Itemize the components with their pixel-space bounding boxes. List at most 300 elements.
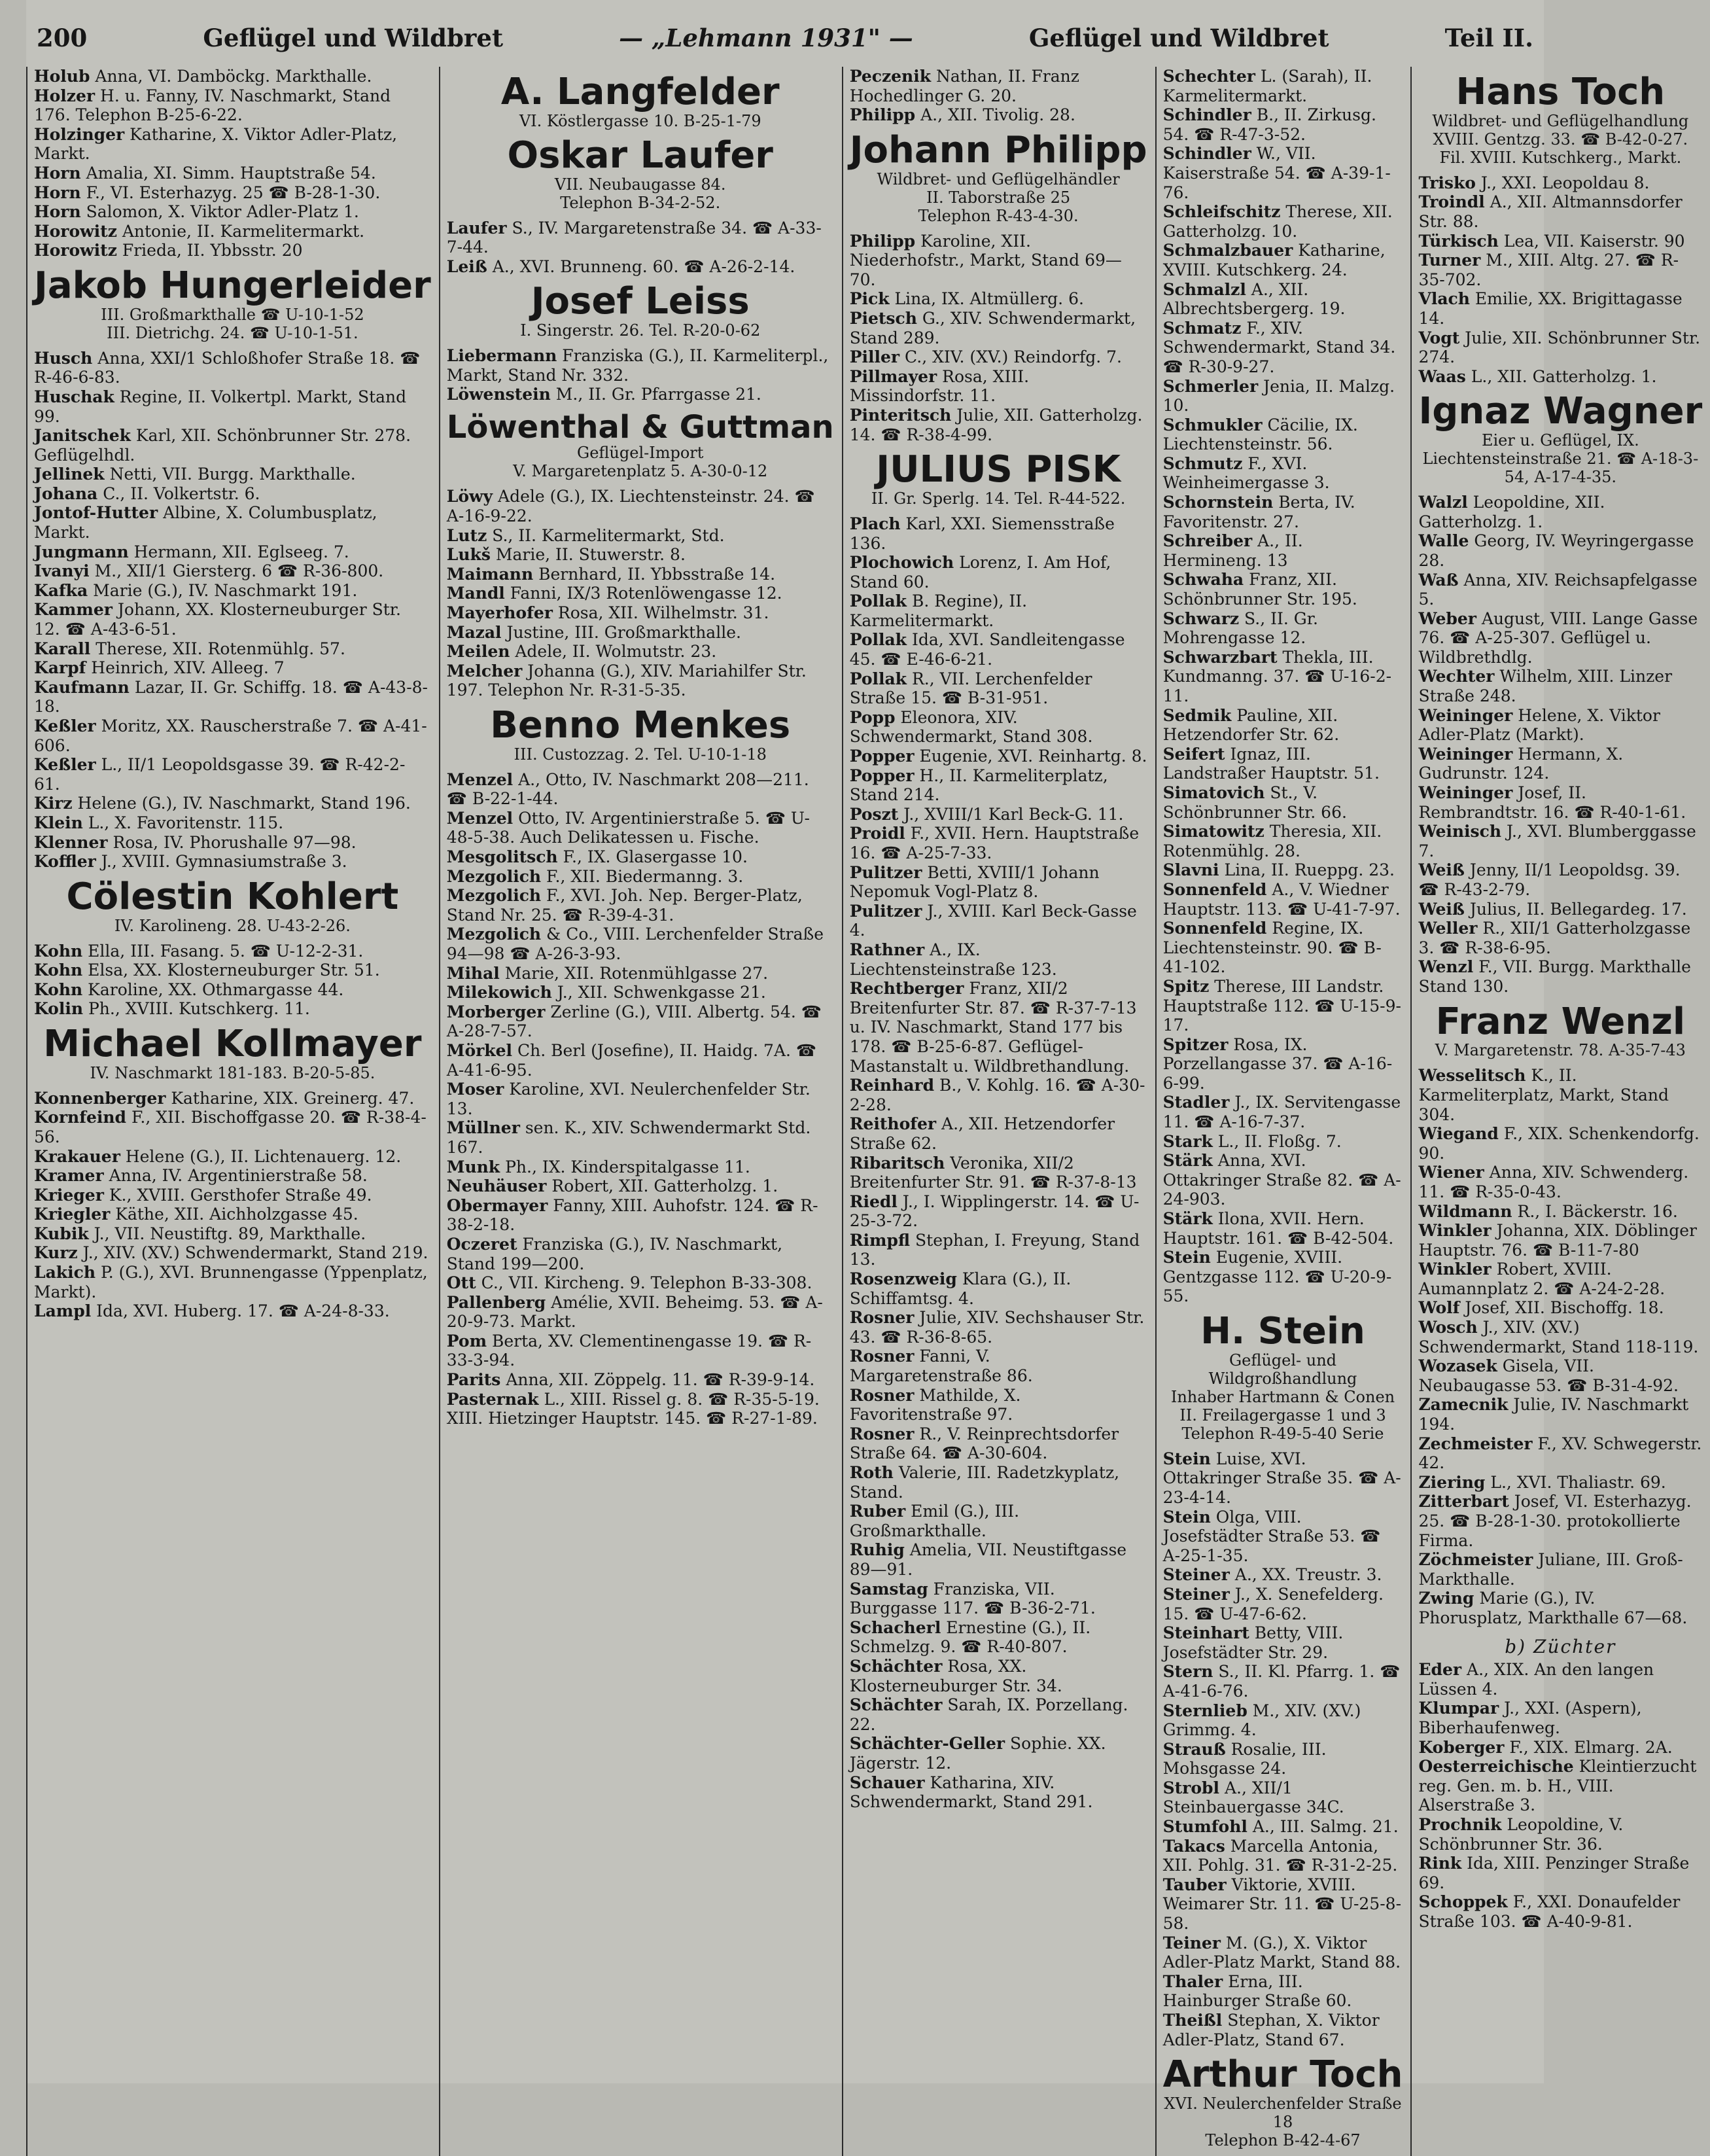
- advertisement: [34, 1022, 431, 1082]
- advertisement-name: Benno Menkes: [490, 703, 791, 747]
- entry-details: Helene (G.), II. Lichtenauerg. 12.: [120, 1146, 402, 1166]
- entry-details: Marie (G.), IV. Naschmarkt 191.: [88, 580, 358, 600]
- entry-name: Sternlieb: [1162, 1701, 1248, 1720]
- header-left-title: Geflügel und Wildbret: [203, 24, 504, 52]
- entry-name: Schmerler: [1162, 376, 1259, 396]
- entry-name: Piller: [849, 347, 900, 367]
- entry-details: Anna, IV. Argentinierstraße 58.: [103, 1166, 368, 1186]
- entry-name: Huschak: [34, 387, 114, 406]
- entry-details: Pauline, XII. Hetzendorfer Str. 62.: [1162, 705, 1340, 745]
- directory-entry: [34, 561, 431, 581]
- entry-name: Keßler: [34, 755, 96, 775]
- entry-name: Zechmeister: [1418, 1434, 1533, 1453]
- entry-name: Schwarz: [1162, 609, 1240, 628]
- directory-entry: [447, 346, 834, 385]
- entry-details: J., VII. Neustiftg. 89, Markthalle.: [88, 1224, 366, 1243]
- entry-details: L. (Sarah), II. Karmelitermarkt.: [1162, 67, 1372, 105]
- directory-entry: [1163, 570, 1403, 609]
- entry-details: L., X. Favoritenstr. 115.: [82, 813, 284, 832]
- directory-entry: [850, 1114, 1147, 1153]
- directory-entry: [850, 630, 1147, 669]
- entry-name: Konnenberger: [34, 1088, 166, 1108]
- entry-name: Holzer: [34, 86, 96, 105]
- advertisement: [1418, 390, 1703, 487]
- entry-details: Fanni, IX/3 Rotenlöwengasse 12.: [504, 584, 782, 603]
- advertisement: [1418, 73, 1702, 167]
- entry-name: Kohn: [34, 961, 83, 980]
- directory-entry: [1163, 144, 1403, 202]
- directory-entry: [447, 565, 834, 584]
- entry-details: Julie, XII. Gatterholzg. 14. ☎ R-38-4-99.: [849, 405, 1143, 444]
- directory-entry: [1163, 919, 1403, 977]
- directory-entry: [1418, 251, 1702, 289]
- advertisement-detail: Wildbret- und Geflügelhändler: [877, 169, 1120, 188]
- entry-name: Pick: [849, 289, 890, 309]
- directory-entry: [447, 1293, 834, 1332]
- directory-entry: [34, 961, 431, 980]
- entry-name: Pollak: [849, 630, 907, 650]
- directory-entry: [1418, 1815, 1702, 1854]
- entry-name: Horn: [34, 183, 81, 202]
- advertisement-name: JULIUS PISK: [876, 448, 1121, 491]
- entry-name: Krakauer: [34, 1146, 120, 1166]
- entry-details: F., XXI. Donaufelder Straße 103. ☎ A-40-9-81.: [1418, 1892, 1681, 1931]
- entry-details: Josef, VI. Esterhazyg. 25. ☎ B-28-1-30. protokollierte Firma.: [1418, 1492, 1692, 1550]
- entry-name: Zamecnik: [1418, 1395, 1509, 1415]
- directory-entry: [447, 1332, 834, 1370]
- entry-name: Schreiber: [1162, 531, 1253, 551]
- entry-details: Ida, XVI. Huberg. 17. ☎ A-24-8-33.: [91, 1301, 390, 1321]
- entry-name: Rosner: [849, 1308, 915, 1328]
- directory-entry: [1418, 1589, 1702, 1627]
- entry-name: Zitterbart: [1418, 1492, 1509, 1511]
- entry-details: Erna, III. Hainburger Straße 60.: [1162, 1971, 1352, 2011]
- entry-name: Stein: [1162, 1248, 1211, 1267]
- directory-entry: [850, 1192, 1147, 1231]
- column-1: [26, 67, 440, 2156]
- directory-entry: [1163, 1701, 1403, 1740]
- entry-name: Weller: [1418, 919, 1478, 938]
- directory-entry: [850, 1695, 1147, 1734]
- entry-details: Ignaz, III. Landstraßer Hauptstr. 51.: [1162, 744, 1380, 783]
- entry-details: Johanna, XIX. Döblinger Hauptstr. 76. ☎ B-11-7-80: [1418, 1221, 1697, 1260]
- directory-entry: [1163, 745, 1403, 783]
- entry-details: Katharine, XIX. Greinerg. 47.: [166, 1088, 415, 1108]
- entry-details: J., XVIII. Karl Beck-Gasse 4.: [849, 901, 1137, 940]
- entry-details: H., II. Karmeliterplatz, Stand 214.: [849, 766, 1108, 805]
- entry-details: R., I. Bäckerstr. 16.: [1512, 1201, 1678, 1221]
- entry-details: L., II. Floßg. 7.: [1212, 1131, 1342, 1151]
- entry-name: Mezgolich: [446, 925, 542, 944]
- directory-entry: [850, 289, 1147, 309]
- advertisement: [850, 448, 1147, 508]
- directory-entry: [447, 642, 834, 662]
- advertisement-detail: III. Custozzag. 2. Tel. U-10-1-18: [514, 745, 767, 764]
- directory-entry: [850, 1540, 1147, 1579]
- directory-entry: [34, 1263, 431, 1301]
- entry-name: Menzel: [446, 808, 514, 828]
- advertisement-detail: Telephon R-43-4-30.: [918, 206, 1079, 225]
- advertisement-detail: II. Taborstraße 25: [926, 188, 1071, 207]
- directory-entry: [34, 980, 431, 1000]
- directory-entry: [1163, 241, 1403, 279]
- entry-details: A., XII. Hetzendorfer Straße 62.: [849, 1114, 1115, 1153]
- entry-name: Sedmik: [1162, 705, 1232, 725]
- entry-details: Georg, IV. Weyringergasse 28.: [1418, 531, 1694, 570]
- advertisement-detail: Telephon B-42-4-67: [1205, 2131, 1361, 2149]
- directory-entry: [1163, 280, 1403, 319]
- advertisement-detail: Wildbret- und Geflügelhandlung: [1432, 111, 1689, 130]
- directory-entry: [1418, 173, 1702, 193]
- entry-name: Ott: [446, 1273, 476, 1293]
- directory-entry: [850, 1618, 1147, 1657]
- directory-entry: [1163, 319, 1403, 377]
- entry-details: Antonie, II. Karmelitermarkt.: [116, 221, 365, 241]
- entry-details: M. (G.), X. Viktor Adler-Platz Markt, Stand 88.: [1162, 1933, 1401, 1972]
- entry-name: Ruber: [849, 1502, 906, 1521]
- entry-name: Klein: [34, 813, 83, 832]
- entry-name: Pillmayer: [849, 366, 937, 386]
- entry-details: F., XIX. Schenkendorfg. 90.: [1418, 1124, 1700, 1163]
- entry-details: Justine, III. Großmarkthalle.: [501, 622, 741, 642]
- advertisement-detail: Telephon B-34-2-52.: [560, 193, 721, 212]
- advertisement-name: Hans Toch: [1456, 71, 1666, 113]
- directory-entry: [34, 813, 431, 833]
- advertisement-name: Cölestin Kohlert: [66, 875, 399, 918]
- entry-name: Schoppek: [1418, 1892, 1508, 1912]
- entry-name: Müllner: [446, 1118, 520, 1138]
- advertisement: [34, 264, 431, 342]
- directory-entry: [850, 105, 1147, 125]
- entry-name: Liebermann: [446, 346, 557, 366]
- entry-details: Amélie, XVII. Beheimg. 53. ☎ A-20-9-73. Markt.: [446, 1292, 823, 1332]
- entry-details: Gisela, VII. Neubaugasse 53. ☎ B-31-4-92.: [1418, 1356, 1679, 1395]
- directory-entry: [850, 1076, 1147, 1114]
- directory-entry: [850, 747, 1147, 766]
- entry-details: Stephan, I. Freyung, Stand 13.: [849, 1230, 1140, 1269]
- entry-details: F., IX. Glasergasse 10.: [557, 847, 748, 867]
- directory-entry: [1418, 1260, 1702, 1298]
- entry-details: Therese, XII. Rotenmühlg. 57.: [90, 639, 345, 658]
- directory-entry: [850, 1154, 1147, 1192]
- entry-details: Rosalie, III. Mohsgasse 24.: [1162, 1739, 1327, 1778]
- directory-entry: [1418, 1854, 1702, 1892]
- entry-name: Kriegler: [34, 1205, 111, 1224]
- directory-entry: [34, 1224, 431, 1244]
- directory-entry: [1418, 192, 1702, 231]
- entry-name: Kirz: [34, 794, 73, 813]
- directory-entry: [1418, 1757, 1702, 1815]
- advertisement-detail: Fil. XVIII. Kutschkerg., Markt.: [1439, 148, 1682, 167]
- header-right-title: Geflügel und Wildbret: [1028, 24, 1329, 52]
- directory-entry: [447, 1196, 834, 1235]
- entry-details: Rosa, XX. Klosterneuburger Str. 34.: [849, 1656, 1062, 1695]
- entry-name: Mihal: [446, 963, 500, 983]
- directory-entry: [34, 1166, 431, 1186]
- directory-entry: [447, 1273, 834, 1293]
- entry-name: Rosenzweig: [849, 1269, 957, 1289]
- entry-details: K., XVIII. Gersthofer Straße 49.: [103, 1185, 372, 1205]
- entry-name: Wechter: [1418, 667, 1495, 686]
- entry-details: Adele, II. Wolmutstr. 23.: [510, 642, 717, 662]
- directory-entry: [1163, 454, 1403, 493]
- advertisement-detail: XVI. Neulerchenfelder Straße 18: [1164, 2094, 1402, 2131]
- entry-name: Pallenberg: [446, 1292, 546, 1312]
- directory-entry: [850, 863, 1147, 902]
- entry-name: Seifert: [1162, 744, 1225, 764]
- directory-entry: [1163, 822, 1403, 860]
- entry-details: S., II. Karmelitermarkt, Std.: [487, 525, 725, 545]
- directory-page: [26, 0, 1703, 2149]
- entry-details: Valerie, III. Radetzkyplatz, Stand.: [849, 1463, 1120, 1502]
- entry-name: Rathner: [849, 940, 925, 959]
- entry-details: M., II. Gr. Pfarrgasse 21.: [550, 385, 761, 404]
- entry-name: Oesterreichische: [1418, 1757, 1574, 1776]
- entry-details: Ella, III. Fasang. 5. ☎ U-12-2-31.: [82, 941, 364, 961]
- entry-name: Schmalzl: [1162, 279, 1246, 299]
- directory-entry: [447, 1158, 834, 1177]
- entry-details: Karoline, XVI. Neulerchenfelder Str. 13.: [446, 1080, 811, 1118]
- directory-entry: [1418, 289, 1702, 328]
- entry-details: Jenia, II. Malzg. 10.: [1162, 376, 1395, 415]
- entry-name: Ribaritsch: [849, 1153, 945, 1173]
- entry-name: Wolf: [1418, 1298, 1460, 1318]
- advertisement-detail: IV. Karolineng. 28. U-43-2-26.: [114, 916, 351, 935]
- entry-name: Weininger: [1418, 705, 1513, 725]
- entry-details: F., XIX. Elmarg. 2A.: [1504, 1737, 1673, 1757]
- entry-name: Schächter: [849, 1695, 943, 1715]
- entry-details: Franziska (G.), II. Karmeliterpl., Markt, Stand Nr. 332.: [446, 346, 829, 385]
- directory-entry: [1418, 667, 1702, 705]
- directory-entry: [1163, 1132, 1403, 1152]
- entry-name: Kubik: [34, 1224, 89, 1243]
- entry-details: Robert, XII. Gatterholzg. 1.: [546, 1176, 778, 1196]
- directory-entry: [1163, 1817, 1403, 1837]
- directory-entry: [447, 257, 834, 277]
- advertisement: [447, 73, 834, 130]
- advertisement: [447, 133, 834, 212]
- entry-details: S., IV. Margaretenstraße 34. ☎ A-33-7-44.: [446, 218, 822, 257]
- entry-details: Rosa, IV. Phorushalle 97—98.: [107, 832, 357, 852]
- entry-details: Moritz, XX. Rauscherstraße 7. ☎ A-41-606.: [34, 716, 427, 755]
- entry-details: M., XIV. (XV.) Grimmg. 4.: [1162, 1701, 1361, 1740]
- entry-name: Schindler: [1162, 144, 1251, 164]
- entry-name: Wiener: [1418, 1163, 1484, 1182]
- entry-name: Kurz: [34, 1243, 78, 1263]
- directory-entry: [1163, 377, 1403, 415]
- directory-entry: [34, 387, 431, 426]
- entry-name: Lakich: [34, 1263, 96, 1282]
- entry-name: Stärk: [1162, 1151, 1213, 1171]
- entry-name: Lutz: [446, 525, 487, 545]
- entry-name: Takacs: [1162, 1836, 1225, 1856]
- entry-details: Ernestine (G.), II. Schmelzg. 9. ☎ R-40-807.: [849, 1617, 1091, 1657]
- entry-name: Horn: [34, 163, 81, 183]
- column-5: [1412, 67, 1710, 2156]
- entry-name: Menzel: [446, 769, 514, 789]
- entry-name: Roth: [849, 1463, 894, 1482]
- entry-details: Therese, XII. Gatterholzg. 10.: [1162, 202, 1393, 241]
- entry-details: Emil (G.), III. Großmarkthalle.: [849, 1502, 1020, 1540]
- entry-name: Trisko: [1418, 173, 1476, 192]
- entry-details: Franz, XII. Schönbrunner Str. 195.: [1162, 570, 1357, 609]
- directory-entry: [850, 940, 1147, 979]
- entry-name: Ziering: [1418, 1472, 1486, 1492]
- entry-name: Wildmann: [1418, 1201, 1512, 1221]
- entry-name: Stern: [1162, 1662, 1213, 1682]
- entry-name: Schwaha: [1162, 570, 1244, 590]
- entry-details: Anna, VI. Damböckg. Markthalle.: [90, 67, 372, 86]
- entry-details: Rosa, XIII. Missindorfstr. 11.: [849, 366, 1030, 406]
- directory-entry: [1163, 1449, 1403, 1508]
- directory-entry: [447, 809, 834, 847]
- entry-details: Cäcilie, IX. Liechtensteinstr. 56.: [1162, 415, 1358, 454]
- entry-name: Steiner: [1162, 1584, 1230, 1604]
- entry-details: Nathan, II. Franz Hochedlinger G. 20.: [849, 67, 1079, 105]
- directory-entry: [447, 1370, 834, 1390]
- directory-entry: [1418, 1356, 1702, 1395]
- entry-name: Zwing: [1418, 1589, 1474, 1608]
- entry-name: Laufer: [446, 218, 507, 238]
- entry-details: L., XII. Gatterholzg. 1.: [1465, 366, 1657, 386]
- entry-details: Olga, VIII. Josefstädter Straße 53. ☎ A-25-1-35.: [1162, 1507, 1381, 1565]
- entry-name: Popp: [849, 707, 896, 727]
- directory-entry: [1418, 1124, 1702, 1163]
- directory-entry: [850, 1502, 1147, 1540]
- entry-name: Popper: [849, 747, 915, 766]
- entry-details: G., XIV. Schwendermarkt, Stand 289.: [849, 308, 1136, 347]
- directory-entry: [1418, 571, 1702, 609]
- directory-entry: [1418, 745, 1702, 783]
- entry-details: Josef, II. Rembrandtstr. 16. ☎ R-40-1-61.: [1418, 783, 1686, 822]
- directory-entry: [1418, 328, 1702, 367]
- directory-entry: [1163, 860, 1403, 880]
- entry-name: Morberger: [446, 1002, 546, 1021]
- entry-details: R., VII. Lerchenfelder Straße 15. ☎ B-31-951.: [849, 669, 1092, 708]
- directory-entry: [34, 639, 431, 659]
- entry-details: sen. K., XIV. Schwendermarkt Std. 167.: [446, 1118, 811, 1157]
- entry-details: C., VII. Kircheng. 9. Telephon B-33-308.: [476, 1273, 812, 1293]
- advertisement-detail: III. Dietrichg. 24. ☎ U-10-1-51.: [107, 323, 358, 342]
- entry-name: Mörkel: [446, 1040, 513, 1060]
- entry-details: Marie, XII. Rotenmühlgasse 27.: [499, 963, 769, 983]
- directory-entry: [1418, 232, 1702, 251]
- entry-name: Zöchmeister: [1418, 1550, 1533, 1570]
- entry-name: Horowitz: [34, 241, 117, 260]
- directory-entry: [447, 925, 834, 963]
- entry-name: Prochnik: [1418, 1814, 1502, 1834]
- entry-details: Salomon, X. Viktor Adler-Platz 1.: [80, 202, 359, 222]
- entry-details: Karoline, XX. Othmargasse 44.: [82, 980, 344, 999]
- directory-entry: [447, 867, 834, 887]
- advertisement-detail: VII. Neubaugasse 84.: [554, 175, 726, 194]
- entry-details: Anna, XVI. Ottakringer Straße 82. ☎ A-24-903.: [1162, 1151, 1401, 1209]
- entry-name: Horowitz: [34, 221, 117, 241]
- entry-name: Wiegand: [1418, 1124, 1499, 1144]
- directory-entry: [447, 662, 834, 700]
- directory-entry: [34, 202, 431, 222]
- entry-details: J., XXI. Leopoldau 8.: [1475, 173, 1650, 192]
- directory-entry: [1163, 1837, 1403, 1875]
- entry-name: Popper: [849, 766, 915, 785]
- advertisement-detail: IV. Naschmarkt 181-183. B-20-5-85.: [90, 1063, 375, 1082]
- entry-name: Johana: [34, 484, 98, 503]
- entry-details: L., XIII. Rissel g. 8. ☎ R-35-5-19. XIII. Hietzinger Hauptstr. 145. ☎ R-27-1-89.: [446, 1389, 820, 1428]
- entry-name: Karpf: [34, 658, 86, 678]
- entry-details: Josef, XII. Bischoffg. 18.: [1459, 1298, 1664, 1318]
- directory-entry: [1418, 1163, 1702, 1201]
- directory-entry: [34, 600, 431, 639]
- directory-entry: [1163, 977, 1403, 1035]
- entry-details: Lazar, II. Gr. Schiffg. 18. ☎ A-43-8-18.: [34, 677, 428, 716]
- directory-entry: [34, 241, 431, 260]
- entry-details: Emilie, XX. Brigittagasse 14.: [1418, 289, 1683, 328]
- entry-details: R., V. Reinprechtsdorfer Straße 64. ☎ A-30-604.: [849, 1424, 1119, 1463]
- directory-entry: [34, 1089, 431, 1108]
- advertisement-name: Josef Leiss: [531, 280, 750, 323]
- entry-name: Philipp: [849, 231, 916, 251]
- entry-name: Spitzer: [1162, 1034, 1229, 1054]
- directory-entry: [34, 1186, 431, 1205]
- entry-name: Jellinek: [34, 465, 105, 484]
- directory-entry: [850, 406, 1147, 444]
- entry-name: Theißl: [1162, 2011, 1223, 2030]
- entry-details: F., XII. Bischoffgasse 20. ☎ R-38-4-56.: [34, 1108, 427, 1146]
- entry-details: B. Regine), II. Karmelitermarkt.: [849, 592, 1028, 630]
- entry-details: Marie, II. Stuwerstr. 8.: [490, 545, 686, 565]
- entry-name: Mazal: [446, 622, 502, 642]
- entry-details: Veronika, XII/2 Breitenfurter Str. 91. ☎ R-37-8-13: [849, 1153, 1137, 1192]
- directory-entry: [850, 1424, 1147, 1463]
- entry-name: Philipp: [849, 105, 916, 125]
- directory-entry: [447, 886, 834, 925]
- entry-name: Pinteritsch: [849, 405, 952, 425]
- entry-details: Franziska, VII. Burggasse 117. ☎ B-36-2-71.: [849, 1579, 1096, 1618]
- directory-entry: [447, 1390, 834, 1428]
- entry-name: Milekowich: [446, 983, 552, 1002]
- entry-name: Wozasek: [1418, 1356, 1497, 1376]
- entry-details: Franz, XII/2 Breitenfurter Str. 87. ☎ R-37-7-13 u. IV. Naschmarkt, Stand 177 bis 178. ☎ B-25-6-87. Geflügel-Mastanstalt u. Wildbrethandlung.: [849, 979, 1137, 1076]
- directory-entry: [850, 309, 1147, 347]
- entry-details: Leopoldine, V. Schönbrunner Str. 36.: [1418, 1814, 1624, 1854]
- directory-entry: [850, 1657, 1147, 1695]
- entry-details: Mathilde, X. Favoritenstraße 97.: [849, 1385, 1021, 1424]
- directory-entry: [1163, 1934, 1403, 1972]
- directory-entry: [1163, 415, 1403, 454]
- entry-name: Kaufmann: [34, 677, 130, 697]
- directory-entry: [447, 603, 834, 623]
- entry-details: Katharine, X. Viktor Adler-Platz, Markt.: [34, 124, 398, 164]
- entry-name: Klenner: [34, 832, 108, 852]
- directory-entry: [34, 125, 431, 164]
- entry-details: Marcella Antonia, XII. Pohlg. 31. ☎ R-31-2-25.: [1162, 1836, 1398, 1875]
- entry-name: Kafka: [34, 580, 88, 600]
- entry-name: Simatovich: [1162, 783, 1265, 802]
- directory-entry: [1418, 822, 1702, 860]
- directory-entry: [1418, 1298, 1702, 1318]
- entry-name: Schmukler: [1162, 415, 1263, 434]
- directory-entry: [447, 964, 834, 983]
- entry-details: Karl, XII. Schönbrunner Str. 278. Geflügelhdl.: [34, 426, 411, 465]
- entry-details: A., III. Salmg. 21.: [1247, 1817, 1399, 1837]
- directory-entry: [850, 553, 1147, 592]
- entry-details: August, VIII. Lange Gasse 76. ☎ A-25-307. Geflügel u. Wildbrethdlg.: [1418, 609, 1698, 667]
- entry-details: C., XIV. (XV.) Reindorfg. 7.: [899, 347, 1122, 367]
- entry-details: Eugenie, XVI. Reinhartg. 8.: [914, 747, 1147, 766]
- advertisement-detail: Inhaber Hartmann & Conen: [1170, 1387, 1395, 1406]
- entry-name: Tauber: [1162, 1875, 1227, 1894]
- entry-name: Klumpar: [1418, 1699, 1499, 1718]
